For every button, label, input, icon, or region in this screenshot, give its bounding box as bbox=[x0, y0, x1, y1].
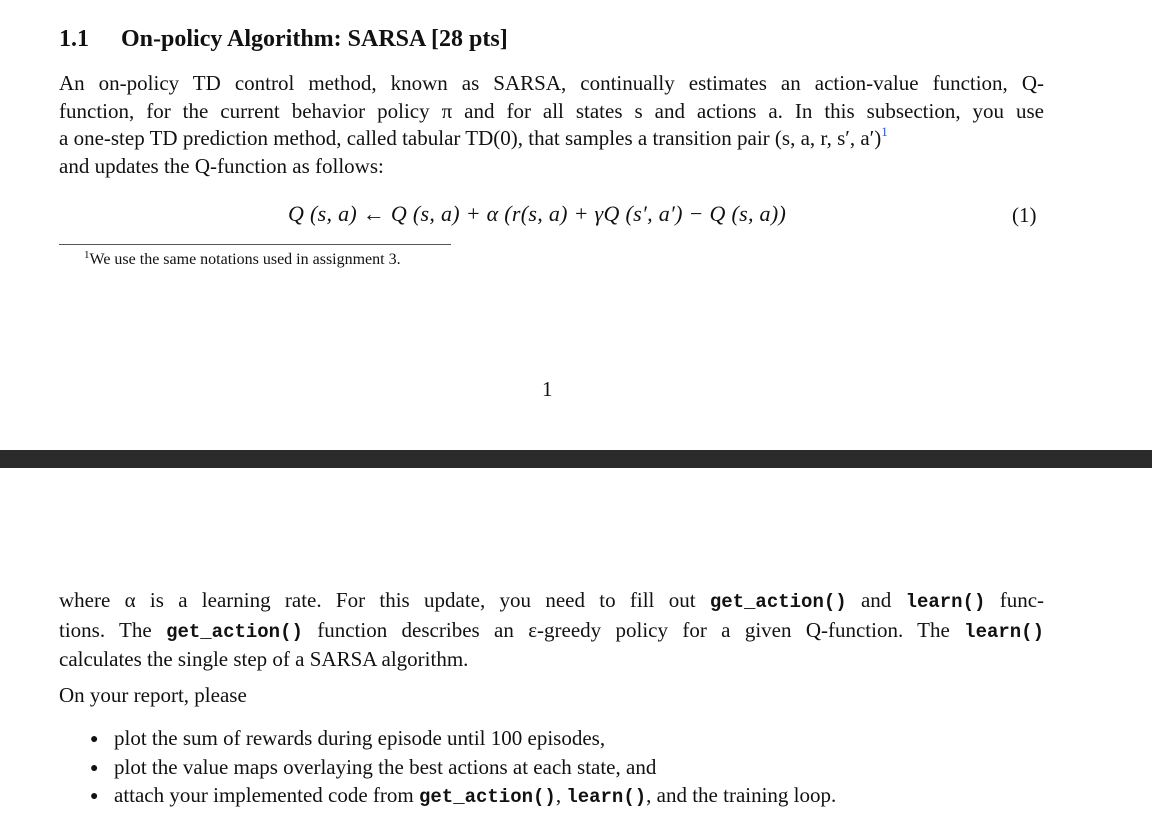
list-item bbox=[90, 782, 836, 812]
report-bullet-list bbox=[90, 725, 836, 812]
intro-line bbox=[59, 125, 1044, 153]
bullet-text: plot the sum of rewards during episode until 100 episodes, bbox=[114, 726, 606, 750]
intro-line: and updates the Q-function as follows: bbox=[59, 153, 384, 178]
page-divider bbox=[0, 450, 1152, 468]
code-learn: learn() bbox=[566, 786, 647, 808]
list-item bbox=[90, 754, 836, 783]
intro-paragraph bbox=[59, 70, 1044, 180]
text-run: calculates the single step of a SARSA algorithm. bbox=[59, 647, 469, 671]
footnote-rule bbox=[59, 244, 451, 245]
bullet-text: , and the training loop. bbox=[646, 783, 837, 807]
code-get-action: get_action() bbox=[709, 591, 847, 613]
bullet-icon: ● bbox=[90, 789, 99, 804]
intro-line: An on-policy TD control method, known as SARSA, continually estimates an action-value function, Q- bbox=[59, 71, 1044, 95]
code-get-action: get_action() bbox=[418, 786, 556, 808]
bullet-text: plot the value maps overlaying the best actions at each state, and bbox=[114, 754, 657, 779]
bullet-text: attach your implemented code from bbox=[114, 783, 419, 807]
intro-line-text: a one-step TD prediction method, called tabular TD(0), that samples a transition pair (s, a, r, s′, a′) bbox=[59, 126, 882, 150]
footnote bbox=[84, 251, 401, 269]
page-number: 1 bbox=[542, 377, 553, 401]
text-run: function describes an ε-greedy policy for a given Q-function. The bbox=[302, 617, 965, 642]
code-get-action: get_action() bbox=[166, 620, 303, 643]
footnote-mark: 1 bbox=[84, 249, 90, 261]
section-heading bbox=[59, 26, 508, 53]
bullet-icon: ● bbox=[90, 760, 99, 776]
code-learn: learn() bbox=[905, 591, 986, 613]
equation-number: (1) bbox=[1012, 203, 1037, 227]
intro-line: function, for the current behavior policy π and for all states s and actions a. In this subsection, you use bbox=[59, 98, 1044, 123]
footnote-text: We use the same notations used in assignment 3. bbox=[89, 251, 401, 268]
footnote-reference[interactable]: 1 bbox=[881, 124, 888, 139]
text-run: func- bbox=[985, 588, 1045, 612]
report-intro: On your report, please bbox=[59, 683, 247, 707]
section-title: On-policy Algorithm: SARSA [28 pts] bbox=[121, 26, 508, 52]
list-item bbox=[90, 725, 836, 754]
para-line bbox=[59, 587, 1044, 617]
para-line bbox=[59, 646, 1044, 674]
bullet-text: , bbox=[555, 783, 567, 807]
code-learn: learn() bbox=[964, 620, 1044, 643]
para-line bbox=[59, 617, 1044, 647]
text-run: where α is a learning rate. For this update, you need to fill out bbox=[59, 588, 710, 612]
section-number: 1.1 bbox=[59, 26, 89, 52]
text-run: and bbox=[846, 588, 906, 612]
learning-rate-paragraph bbox=[59, 587, 1044, 674]
text-run: tions. The bbox=[59, 617, 167, 642]
sarsa-update-equation: Q (s, a) ← Q (s, a) + α (r(s, a) + γQ (s′, a′) − Q (s, a)) bbox=[288, 201, 787, 226]
bullet-icon: ● bbox=[90, 732, 99, 747]
